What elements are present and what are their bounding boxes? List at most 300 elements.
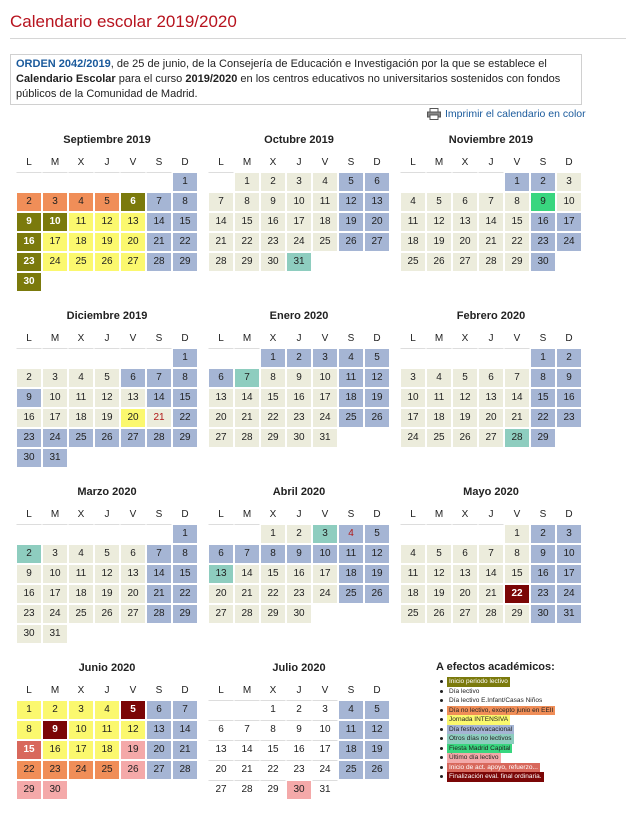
day-cell: 11 — [338, 368, 364, 388]
day-cell: 16 — [16, 584, 42, 604]
day-cell: 10 — [286, 192, 312, 212]
weekday-header: M — [234, 152, 260, 172]
empty-day — [120, 348, 146, 368]
day-cell: 24 — [68, 760, 94, 780]
weekday-header: D — [364, 152, 390, 172]
month-1 — [16, 134, 198, 292]
day-cell: 10 — [556, 544, 582, 564]
day-cell: 31 — [556, 604, 582, 624]
day-cell: 13 — [364, 192, 390, 212]
day-cell: 18 — [400, 232, 426, 252]
day-cell: 5 — [94, 368, 120, 388]
print-calendar-label: Imprimir el calendario en color — [445, 108, 586, 120]
day-cell: 25 — [312, 232, 338, 252]
day-cell: 2 — [286, 524, 312, 544]
legend-label: Inicio periodo lectivo — [449, 678, 508, 685]
weekday-header: X — [452, 504, 478, 524]
day-cell: 20 — [208, 760, 234, 780]
day-cell: 27 — [120, 604, 146, 624]
weekday-header: X — [68, 328, 94, 348]
day-cell: 23 — [286, 760, 312, 780]
day-cell: 30 — [16, 448, 42, 468]
month-2 — [208, 134, 390, 272]
day-cell: 9 — [530, 544, 556, 564]
day-cell: 29 — [260, 780, 286, 800]
month-title: Abril 2020 — [272, 486, 326, 498]
day-cell: 15 — [16, 740, 42, 760]
day-cell: 18 — [338, 564, 364, 584]
day-cell: 14 — [234, 388, 260, 408]
day-cell: 1 — [16, 700, 42, 720]
legend-label: Inicio de act. apoyo, refuerzo... — [449, 763, 538, 771]
day-cell: 25 — [68, 428, 94, 448]
day-cell: 19 — [426, 232, 452, 252]
weekday-header: L — [208, 680, 234, 700]
empty-day — [42, 524, 68, 544]
weekday-header: M — [426, 152, 452, 172]
weekday-header: D — [172, 328, 198, 348]
day-cell: 18 — [338, 388, 364, 408]
intro-text-1: , de 25 de junio, de la Consejería de Educación e Investigación por la que se establece el — [110, 58, 547, 70]
day-cell: 2 — [16, 368, 42, 388]
day-cell: 26 — [94, 252, 120, 272]
day-cell: 30 — [16, 624, 42, 644]
day-cell: 9 — [16, 388, 42, 408]
day-cell: 6 — [364, 172, 390, 192]
day-cell: 7 — [172, 700, 198, 720]
day-cell: 15 — [260, 564, 286, 584]
day-cell: 8 — [260, 544, 286, 564]
weekday-header: L — [400, 152, 426, 172]
day-cell: 20 — [452, 584, 478, 604]
day-cell: 28 — [146, 428, 172, 448]
month-title: Enero 2020 — [269, 310, 329, 322]
month-title: Mayo 2020 — [463, 486, 519, 498]
empty-day — [426, 348, 452, 368]
legend-label: Día lectivo — [449, 687, 480, 695]
day-cell: 7 — [504, 368, 530, 388]
month-4 — [16, 310, 198, 468]
weekday-header: J — [286, 680, 312, 700]
day-cell: 6 — [208, 720, 234, 740]
intro-text-2: para el curso — [115, 73, 186, 85]
day-cell: 22 — [504, 584, 530, 604]
print-calendar-link[interactable] — [427, 108, 586, 120]
day-cell: 15 — [530, 388, 556, 408]
day-cell: 13 — [452, 212, 478, 232]
day-cell: 12 — [452, 388, 478, 408]
day-cell: 23 — [16, 252, 42, 272]
weekday-header: X — [68, 152, 94, 172]
day-cell: 3 — [312, 524, 338, 544]
day-cell: 25 — [338, 760, 364, 780]
legend-label: Fiesta Madrid Capital — [449, 744, 511, 752]
day-cell: 21 — [146, 584, 172, 604]
weekday-header: M — [234, 680, 260, 700]
day-cell: 25 — [426, 428, 452, 448]
day-cell: 18 — [68, 232, 94, 252]
day-cell: 27 — [208, 780, 234, 800]
empty-day — [208, 700, 234, 720]
day-cell: 3 — [42, 544, 68, 564]
day-cell: 2 — [530, 172, 556, 192]
day-cell: 22 — [234, 232, 260, 252]
empty-day — [146, 524, 172, 544]
weekday-header: D — [172, 152, 198, 172]
day-cell: 19 — [426, 584, 452, 604]
intro-bold-1: Calendario Escolar — [16, 73, 116, 85]
day-cell: 19 — [94, 408, 120, 428]
day-cell: 29 — [172, 252, 198, 272]
day-cell: 14 — [208, 212, 234, 232]
day-cell: 23 — [16, 604, 42, 624]
day-cell: 20 — [478, 408, 504, 428]
day-cell: 22 — [504, 232, 530, 252]
day-cell: 12 — [364, 544, 390, 564]
day-cell: 18 — [68, 408, 94, 428]
day-cell: 19 — [364, 740, 390, 760]
day-cell: 28 — [234, 428, 260, 448]
day-cell: 21 — [478, 232, 504, 252]
day-cell: 3 — [400, 368, 426, 388]
day-cell: 22 — [260, 584, 286, 604]
day-cell: 6 — [208, 368, 234, 388]
day-cell: 20 — [364, 212, 390, 232]
empty-day — [208, 524, 234, 544]
day-cell: 11 — [426, 388, 452, 408]
day-cell: 1 — [260, 700, 286, 720]
day-cell: 31 — [42, 624, 68, 644]
weekday-header: J — [286, 152, 312, 172]
day-cell: 19 — [364, 388, 390, 408]
day-cell: 10 — [312, 720, 338, 740]
day-cell: 17 — [400, 408, 426, 428]
empty-day — [68, 172, 94, 192]
day-cell: 30 — [260, 252, 286, 272]
month-title: Marzo 2020 — [77, 486, 137, 498]
day-cell: 25 — [338, 584, 364, 604]
day-cell: 21 — [172, 740, 198, 760]
legend-title: A efectos académicos: — [436, 661, 555, 673]
day-cell: 27 — [120, 428, 146, 448]
bullet-icon — [440, 766, 443, 769]
day-cell: 4 — [426, 368, 452, 388]
day-cell: 21 — [208, 232, 234, 252]
weekday-header: V — [312, 504, 338, 524]
month-title: Diciembre 2019 — [66, 310, 148, 322]
day-cell: 13 — [208, 564, 234, 584]
day-cell: 7 — [146, 192, 172, 212]
day-cell: 17 — [312, 388, 338, 408]
day-cell: 12 — [94, 388, 120, 408]
day-cell: 15 — [260, 740, 286, 760]
day-cell: 22 — [260, 408, 286, 428]
weekday-header: V — [312, 152, 338, 172]
intro-bold-2: 2019/2020 — [185, 73, 238, 85]
day-cell: 11 — [68, 564, 94, 584]
weekday-header: X — [260, 328, 286, 348]
day-cell: 28 — [172, 760, 198, 780]
day-cell: 1 — [172, 348, 198, 368]
day-cell: 28 — [234, 780, 260, 800]
day-cell: 11 — [94, 720, 120, 740]
day-cell: 30 — [42, 780, 68, 800]
day-cell: 17 — [312, 564, 338, 584]
day-cell: 8 — [260, 368, 286, 388]
weekday-header: M — [42, 152, 68, 172]
day-cell: 9 — [556, 368, 582, 388]
legend-item — [440, 753, 626, 763]
legend-item — [440, 696, 626, 706]
day-cell: 30 — [286, 428, 312, 448]
bullet-icon — [440, 737, 443, 740]
day-cell: 3 — [68, 700, 94, 720]
day-cell: 15 — [172, 212, 198, 232]
empty-day — [478, 348, 504, 368]
day-cell: 26 — [364, 408, 390, 428]
weekday-header: M — [42, 504, 68, 524]
empty-day — [94, 172, 120, 192]
day-cell: 9 — [16, 212, 42, 232]
empty-day — [478, 172, 504, 192]
day-cell: 12 — [94, 564, 120, 584]
day-cell: 25 — [400, 604, 426, 624]
day-cell: 4 — [400, 192, 426, 212]
day-cell: 21 — [504, 408, 530, 428]
day-cell: 1 — [172, 172, 198, 192]
weekday-header: S — [146, 328, 172, 348]
weekday-header: X — [68, 504, 94, 524]
weekday-header: L — [400, 504, 426, 524]
day-cell: 24 — [312, 408, 338, 428]
weekday-header: V — [120, 504, 146, 524]
day-cell: 6 — [478, 368, 504, 388]
day-cell: 3 — [286, 172, 312, 192]
day-cell: 28 — [146, 252, 172, 272]
day-cell: 28 — [146, 604, 172, 624]
day-cell: 18 — [426, 408, 452, 428]
empty-day — [234, 524, 260, 544]
day-cell: 1 — [260, 348, 286, 368]
day-cell: 19 — [338, 212, 364, 232]
day-cell: 9 — [286, 544, 312, 564]
month-title: Febrero 2020 — [456, 310, 526, 322]
day-cell: 10 — [312, 544, 338, 564]
day-cell: 19 — [452, 408, 478, 428]
day-cell: 23 — [530, 232, 556, 252]
printer-icon — [427, 108, 441, 120]
day-cell: 14 — [504, 388, 530, 408]
day-cell: 27 — [120, 252, 146, 272]
day-cell: 26 — [120, 760, 146, 780]
day-cell: 17 — [42, 584, 68, 604]
day-cell: 8 — [172, 544, 198, 564]
day-cell: 13 — [208, 740, 234, 760]
day-cell: 17 — [42, 408, 68, 428]
empty-day — [16, 524, 42, 544]
month-3 — [400, 134, 582, 272]
day-cell: 2 — [286, 348, 312, 368]
month-7 — [16, 486, 198, 644]
weekday-header: L — [208, 152, 234, 172]
weekday-header: V — [120, 328, 146, 348]
day-cell: 4 — [68, 368, 94, 388]
legend-label: Día no lectivo, excepto junio en EEII — [449, 706, 554, 714]
month-9 — [400, 486, 582, 624]
day-cell: 23 — [286, 584, 312, 604]
day-cell: 10 — [42, 212, 68, 232]
day-cell: 12 — [364, 368, 390, 388]
day-cell: 7 — [146, 368, 172, 388]
day-cell: 30 — [286, 780, 312, 800]
day-cell: 27 — [208, 428, 234, 448]
legend-item — [440, 734, 626, 744]
day-cell: 17 — [312, 740, 338, 760]
day-cell: 24 — [312, 760, 338, 780]
day-cell: 19 — [94, 584, 120, 604]
weekday-header: L — [208, 504, 234, 524]
day-cell: 5 — [338, 172, 364, 192]
weekday-header: L — [16, 680, 42, 700]
empty-day — [16, 172, 42, 192]
day-cell: 22 — [260, 760, 286, 780]
weekday-header: S — [146, 152, 172, 172]
day-cell: 18 — [312, 212, 338, 232]
day-cell: 13 — [478, 388, 504, 408]
day-cell: 21 — [234, 584, 260, 604]
bullet-icon — [440, 756, 443, 759]
weekday-header: S — [338, 680, 364, 700]
day-cell: 27 — [146, 760, 172, 780]
legend-item — [440, 763, 626, 773]
day-cell: 9 — [286, 368, 312, 388]
day-cell: 15 — [260, 388, 286, 408]
day-cell: 20 — [120, 232, 146, 252]
empty-day — [400, 172, 426, 192]
empty-day — [478, 524, 504, 544]
day-cell: 18 — [400, 584, 426, 604]
weekday-header: D — [364, 328, 390, 348]
bullet-icon — [440, 699, 443, 702]
day-cell: 12 — [94, 212, 120, 232]
bullet-icon — [440, 728, 443, 731]
day-cell: 25 — [400, 252, 426, 272]
weekday-header: L — [16, 152, 42, 172]
day-cell: 3 — [312, 348, 338, 368]
weekday-header: M — [42, 328, 68, 348]
day-cell: 13 — [146, 720, 172, 740]
weekday-header: V — [120, 152, 146, 172]
bullet-icon — [440, 709, 443, 712]
day-cell: 8 — [504, 192, 530, 212]
legend-item — [440, 744, 626, 754]
day-cell: 7 — [208, 192, 234, 212]
day-cell: 8 — [172, 368, 198, 388]
intro-box — [10, 54, 582, 105]
day-cell: 16 — [260, 212, 286, 232]
weekday-header: V — [312, 328, 338, 348]
month-5 — [208, 310, 390, 448]
day-cell: 28 — [208, 252, 234, 272]
weekday-header: J — [94, 328, 120, 348]
day-cell: 21 — [234, 760, 260, 780]
day-cell: 20 — [146, 740, 172, 760]
day-cell: 20 — [208, 408, 234, 428]
day-cell: 16 — [286, 388, 312, 408]
day-cell: 11 — [68, 388, 94, 408]
day-cell: 10 — [68, 720, 94, 740]
weekday-header: D — [364, 680, 390, 700]
page-title: Calendario escolar 2019/2020 — [10, 12, 237, 31]
day-cell: 16 — [556, 388, 582, 408]
legend-label: Otros días no lectivos — [449, 735, 512, 742]
day-cell: 22 — [172, 232, 198, 252]
weekday-header: X — [260, 152, 286, 172]
day-cell: 7 — [478, 192, 504, 212]
title-divider — [10, 38, 626, 39]
day-cell: 6 — [120, 544, 146, 564]
empty-day — [42, 172, 68, 192]
day-cell: 26 — [94, 604, 120, 624]
day-cell: 1 — [234, 172, 260, 192]
empty-day — [452, 172, 478, 192]
day-cell: 11 — [400, 212, 426, 232]
legend-label: Finalización eval. final ordinaria. — [449, 773, 542, 780]
day-cell: 9 — [16, 564, 42, 584]
weekday-header: M — [42, 680, 68, 700]
day-cell: 19 — [120, 740, 146, 760]
day-cell: 15 — [172, 564, 198, 584]
day-cell: 6 — [452, 544, 478, 564]
day-cell: 7 — [234, 720, 260, 740]
day-cell: 13 — [452, 564, 478, 584]
day-cell: 14 — [146, 564, 172, 584]
month-title: Junio 2020 — [78, 662, 136, 674]
day-cell: 16 — [286, 564, 312, 584]
day-cell: 5 — [94, 544, 120, 564]
day-cell: 27 — [452, 604, 478, 624]
day-cell: 24 — [556, 232, 582, 252]
day-cell: 19 — [94, 232, 120, 252]
weekday-header: L — [16, 328, 42, 348]
day-cell: 18 — [338, 740, 364, 760]
day-cell: 17 — [556, 212, 582, 232]
day-cell: 20 — [120, 408, 146, 428]
bullet-icon — [440, 775, 443, 778]
day-cell: 24 — [42, 604, 68, 624]
day-cell: 24 — [556, 584, 582, 604]
day-cell: 2 — [556, 348, 582, 368]
day-cell: 5 — [364, 700, 390, 720]
day-cell: 5 — [94, 192, 120, 212]
weekday-header: S — [530, 504, 556, 524]
empty-day — [234, 348, 260, 368]
legend-item — [440, 687, 626, 697]
weekday-header: V — [120, 680, 146, 700]
day-cell: 4 — [400, 544, 426, 564]
day-cell: 11 — [68, 212, 94, 232]
weekday-header: X — [260, 680, 286, 700]
day-cell: 30 — [530, 252, 556, 272]
day-cell: 20 — [120, 584, 146, 604]
day-cell: 8 — [16, 720, 42, 740]
order-link[interactable]: ORDEN 2042/2019 — [16, 58, 111, 70]
day-cell: 6 — [120, 368, 146, 388]
day-cell: 17 — [68, 740, 94, 760]
day-cell: 5 — [426, 544, 452, 564]
day-cell: 28 — [478, 252, 504, 272]
day-cell: 8 — [530, 368, 556, 388]
